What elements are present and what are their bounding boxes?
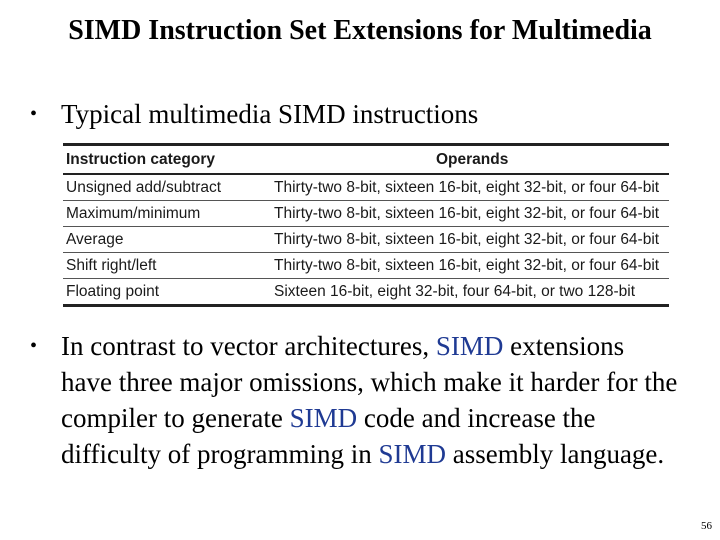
bullet-text: [61, 328, 681, 472]
table-cell-operands: Sixteen 16-bit, eight 32-bit, four 64-bit, or two 128-bit: [271, 279, 669, 306]
table-cell-operands: Thirty-two 8-bit, sixteen 16-bit, eight 32-bit, or four 64-bit: [271, 201, 669, 227]
table-cell-category: Average: [63, 227, 271, 253]
text-segment: In contrast to vector architectures,: [61, 331, 436, 361]
page-number: 56: [701, 520, 712, 532]
header-operands: Operands: [271, 145, 669, 175]
table-cell-category: Maximum/minimum: [63, 201, 271, 227]
table-cell-category: Floating point: [63, 279, 271, 306]
bullet-icon: •: [30, 335, 38, 357]
table-cell-category: Shift right/left: [63, 253, 271, 279]
table-row: [63, 253, 669, 279]
table-cell-operands: Thirty-two 8-bit, sixteen 16-bit, eight 32-bit, or four 64-bit: [271, 253, 669, 279]
table-row: [63, 174, 669, 201]
highlight-simd: SIMD: [289, 403, 358, 433]
table-row: [63, 279, 669, 306]
table-cell-operands: Thirty-two 8-bit, sixteen 16-bit, eight 32-bit, or four 64-bit: [271, 174, 669, 201]
text-segment: code and increase the difficulty of programming in: [61, 403, 596, 469]
slide-title: SIMD Instruction Set Extensions for Multimedia: [68, 15, 652, 46]
highlight-simd: SIMD: [435, 331, 504, 361]
text-segment: extensions have three major omissions, which make it harder for the compiler to generate: [61, 331, 678, 433]
simd-instruction-table: [63, 143, 669, 307]
table-row: [63, 201, 669, 227]
table-cell-operands: Thirty-two 8-bit, sixteen 16-bit, eight 32-bit, or four 64-bit: [271, 227, 669, 253]
highlight-simd: SIMD: [378, 439, 446, 469]
header-instruction-category: Instruction category: [63, 145, 271, 175]
table-header-row: [63, 145, 669, 175]
table-row: [63, 227, 669, 253]
table-cell-category: Unsigned add/subtract: [63, 174, 271, 201]
bullet-text: Typical multimedia SIMD instructions: [61, 99, 479, 129]
text-segment: assembly language.: [445, 439, 665, 469]
bullet-icon: •: [30, 103, 38, 125]
